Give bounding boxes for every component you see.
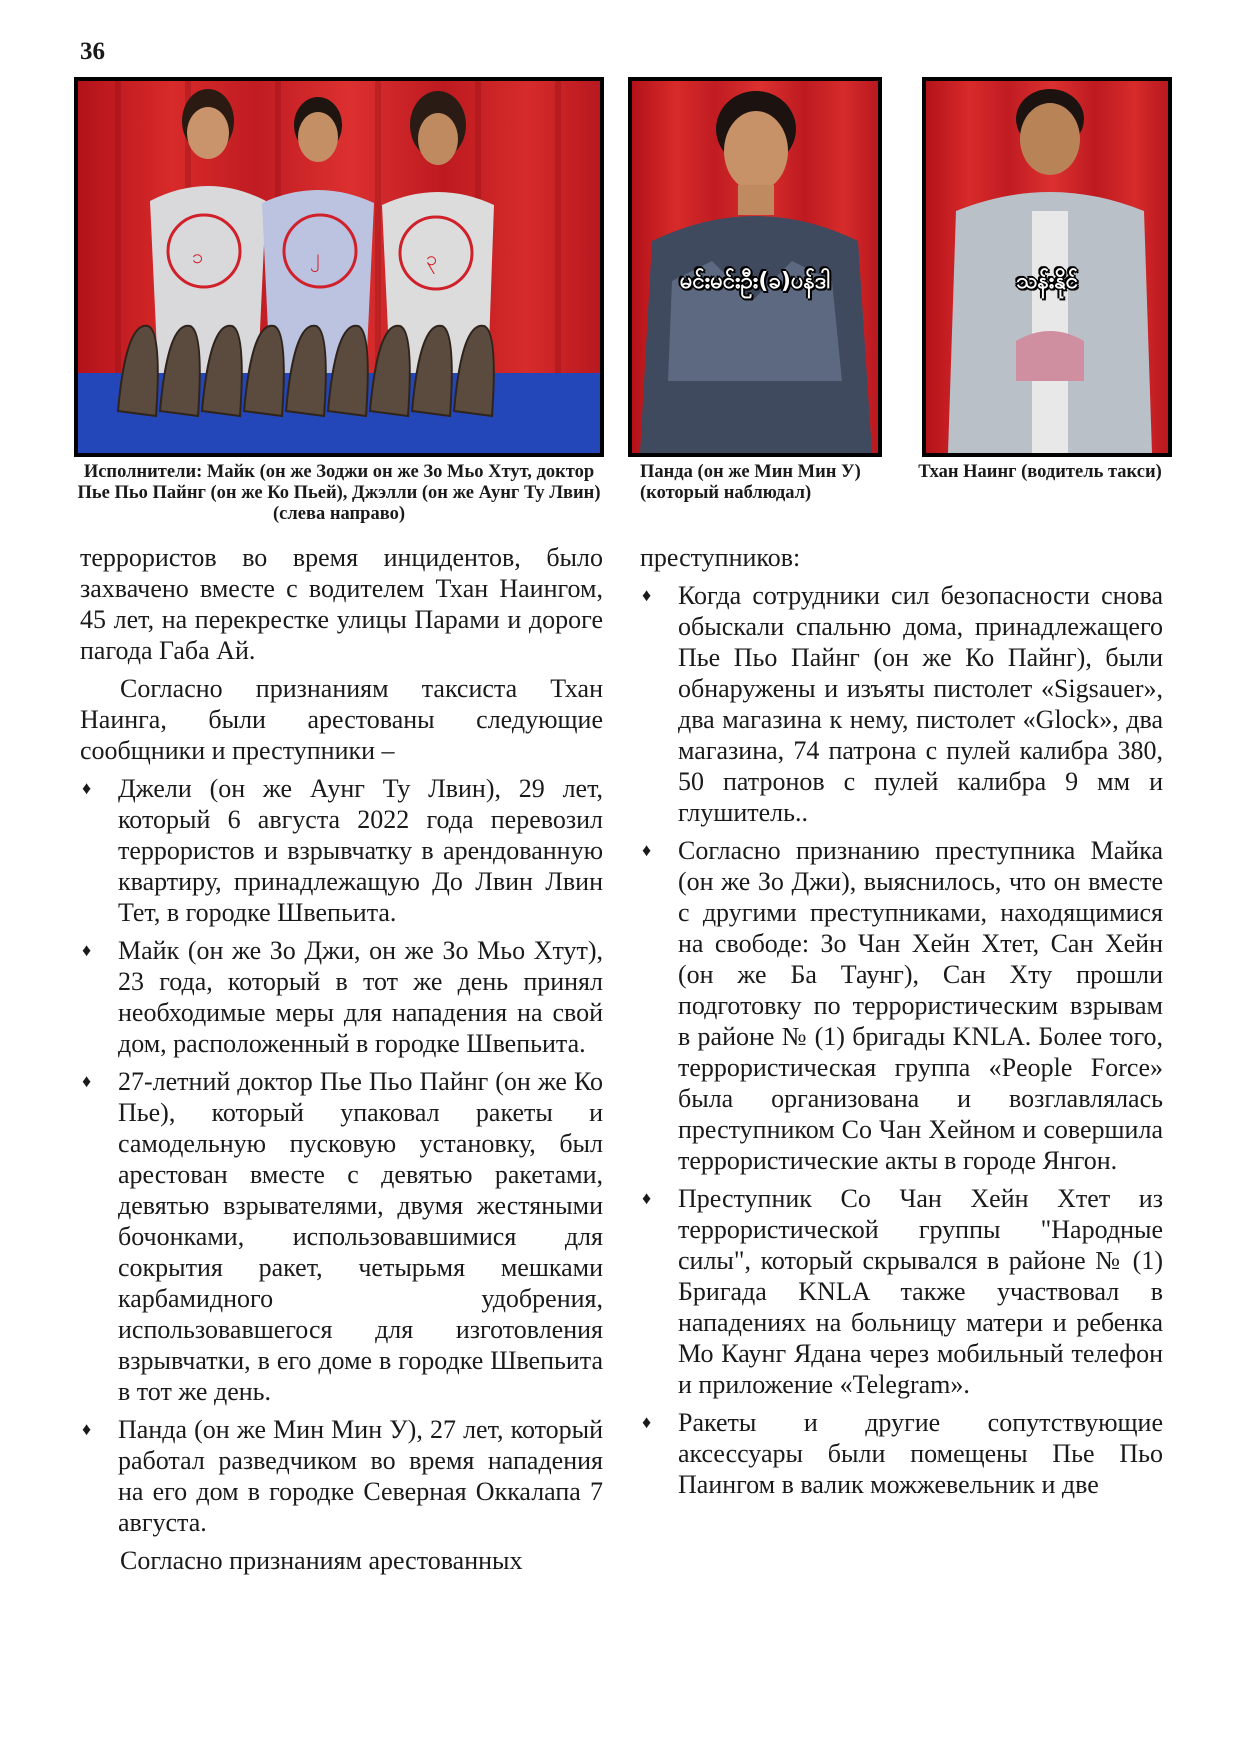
list-item: ♦ Преступник Со Чан Хейн Хтет из террористической группы "Народные силы", который скрывался в районе № (1) Бригада KNLA также участвовал в нападениях на больницу матери и ребенка Мо Каунг Ядана через мобильный телефон и приложение «Telegram».: [640, 1183, 1163, 1400]
panda-photo-caption: Панда (он же Мин Мин У) (который наблюдал): [640, 462, 861, 503]
left-paragraph-2: Согласно признаниям таксиста Тхан Наинга, были арестованы следующие сообщники и преступники –: [80, 674, 603, 765]
than-naing-photo: [922, 77, 1172, 457]
suspects-group-photo: [74, 77, 604, 457]
panda-photo: [628, 77, 882, 457]
list-item: ♦ Майк (он же Зо Джи, он же Зо Мьо Хтут), 23 года, который в тот же день принял необходимые меры для нападения на свой дом, расположенный в городке Швепьита.: [80, 935, 603, 1059]
panda-name-tag: မင်းမင်းဦး(ခ)ပန်ဒါ: [679, 269, 831, 294]
left-paragraph-1: террористов во время инцидентов, было захвачено вместе с водителем Тхан Наингом, 45 лет, на перекрестке улицы Парами и дороге пагода Габа Ай.: [80, 543, 603, 665]
right-bullet-list: [640, 580, 1163, 1500]
list-item: ♦ Согласно признанию преступника Майка (он же Зо Джи), выяснилось, что он вместе с другими преступниками, находящимися на свободе: Зо Чан Хейн Хтет, Сан Хейн (он же Ба Таунг), Сан Хту прошли подготовку по террористическим взрывам в районе № (1) бригады KNLA. Более того, террористическая группа «People Force» была организована и возглавлялась преступником Со Чан Хейном и совершила террористические акты в городе Янгон.: [640, 835, 1163, 1176]
left-paragraph-3: Согласно признаниям арестованных: [120, 1546, 523, 1575]
than-naing-name-tag: သန်းနိုင်: [1016, 269, 1078, 294]
list-item: ♦ Джели (он же Аунг Ту Лвин), 29 лет, который 6 августа 2022 года перевозил террористов и взрывчатку в арендованную квартиру, принадлежащую До Лвин Лвин Тет, в городке Швепьита.: [80, 773, 603, 928]
right-paragraph-1: преступников:: [640, 543, 801, 572]
right-column: [640, 542, 1163, 1507]
circle-label-1: ၁: [192, 244, 204, 268]
than-naing-photo-caption: Тхан Наинг (водитель такси): [918, 462, 1162, 482]
list-item: ♦ 27-летний доктор Пье Пьо Пайнг (он же Ко Пье), который упаковал ракеты и самодельную пусковую установку, был арестован вместе с девятью ракетами, девятью взрывателями, двумя жестяными бочонками, использовавшимися для сокрытия ракет, четырьмя мешками карбамидного удобрения, использовавшегося для изготовления взрывчатки, в его доме в городке Швепьита в тот же день.: [80, 1066, 603, 1407]
circle-label-3: ၃: [426, 246, 438, 270]
list-item: ♦ Когда сотрудники сил безопасности снова обыскали спальню дома, принадлежащего Пье Пьо Пайнг (он же Ко Пайнг), были обнаружены и изъяты пистолет «Sigsauer», два магазина к нему, пистолет «Glock», два магазина, 74 патрона с пулей калибра 380, 50 патронов с пулей калибра 9 мм и глушитель..: [640, 580, 1163, 828]
circle-label-2: ၂: [310, 244, 320, 268]
page-number: 36: [80, 38, 105, 65]
left-bullet-list: [80, 773, 603, 1538]
suspects-group-illustration: [78, 81, 600, 453]
left-column: [80, 542, 603, 1583]
list-item: ♦ Ракеты и другие сопутствующие аксессуары были помещены Пье Пьо Паингом в валик можжевельник и две: [640, 1407, 1163, 1500]
group-photo-caption: Исполнители: Майк (он же Зоджи он же Зо Мьо Хтут, доктор Пье Пьо Пайнг (он же Ко Пьей), Джэлли (он же Аунг Ту Лвин) (слева направо): [77, 462, 601, 524]
list-item: ♦ Панда (он же Мин Мин У), 27 лет, который работал разведчиком во время нападения на его дом в городке Северная Оккалапа 7 августа.: [80, 1414, 603, 1538]
